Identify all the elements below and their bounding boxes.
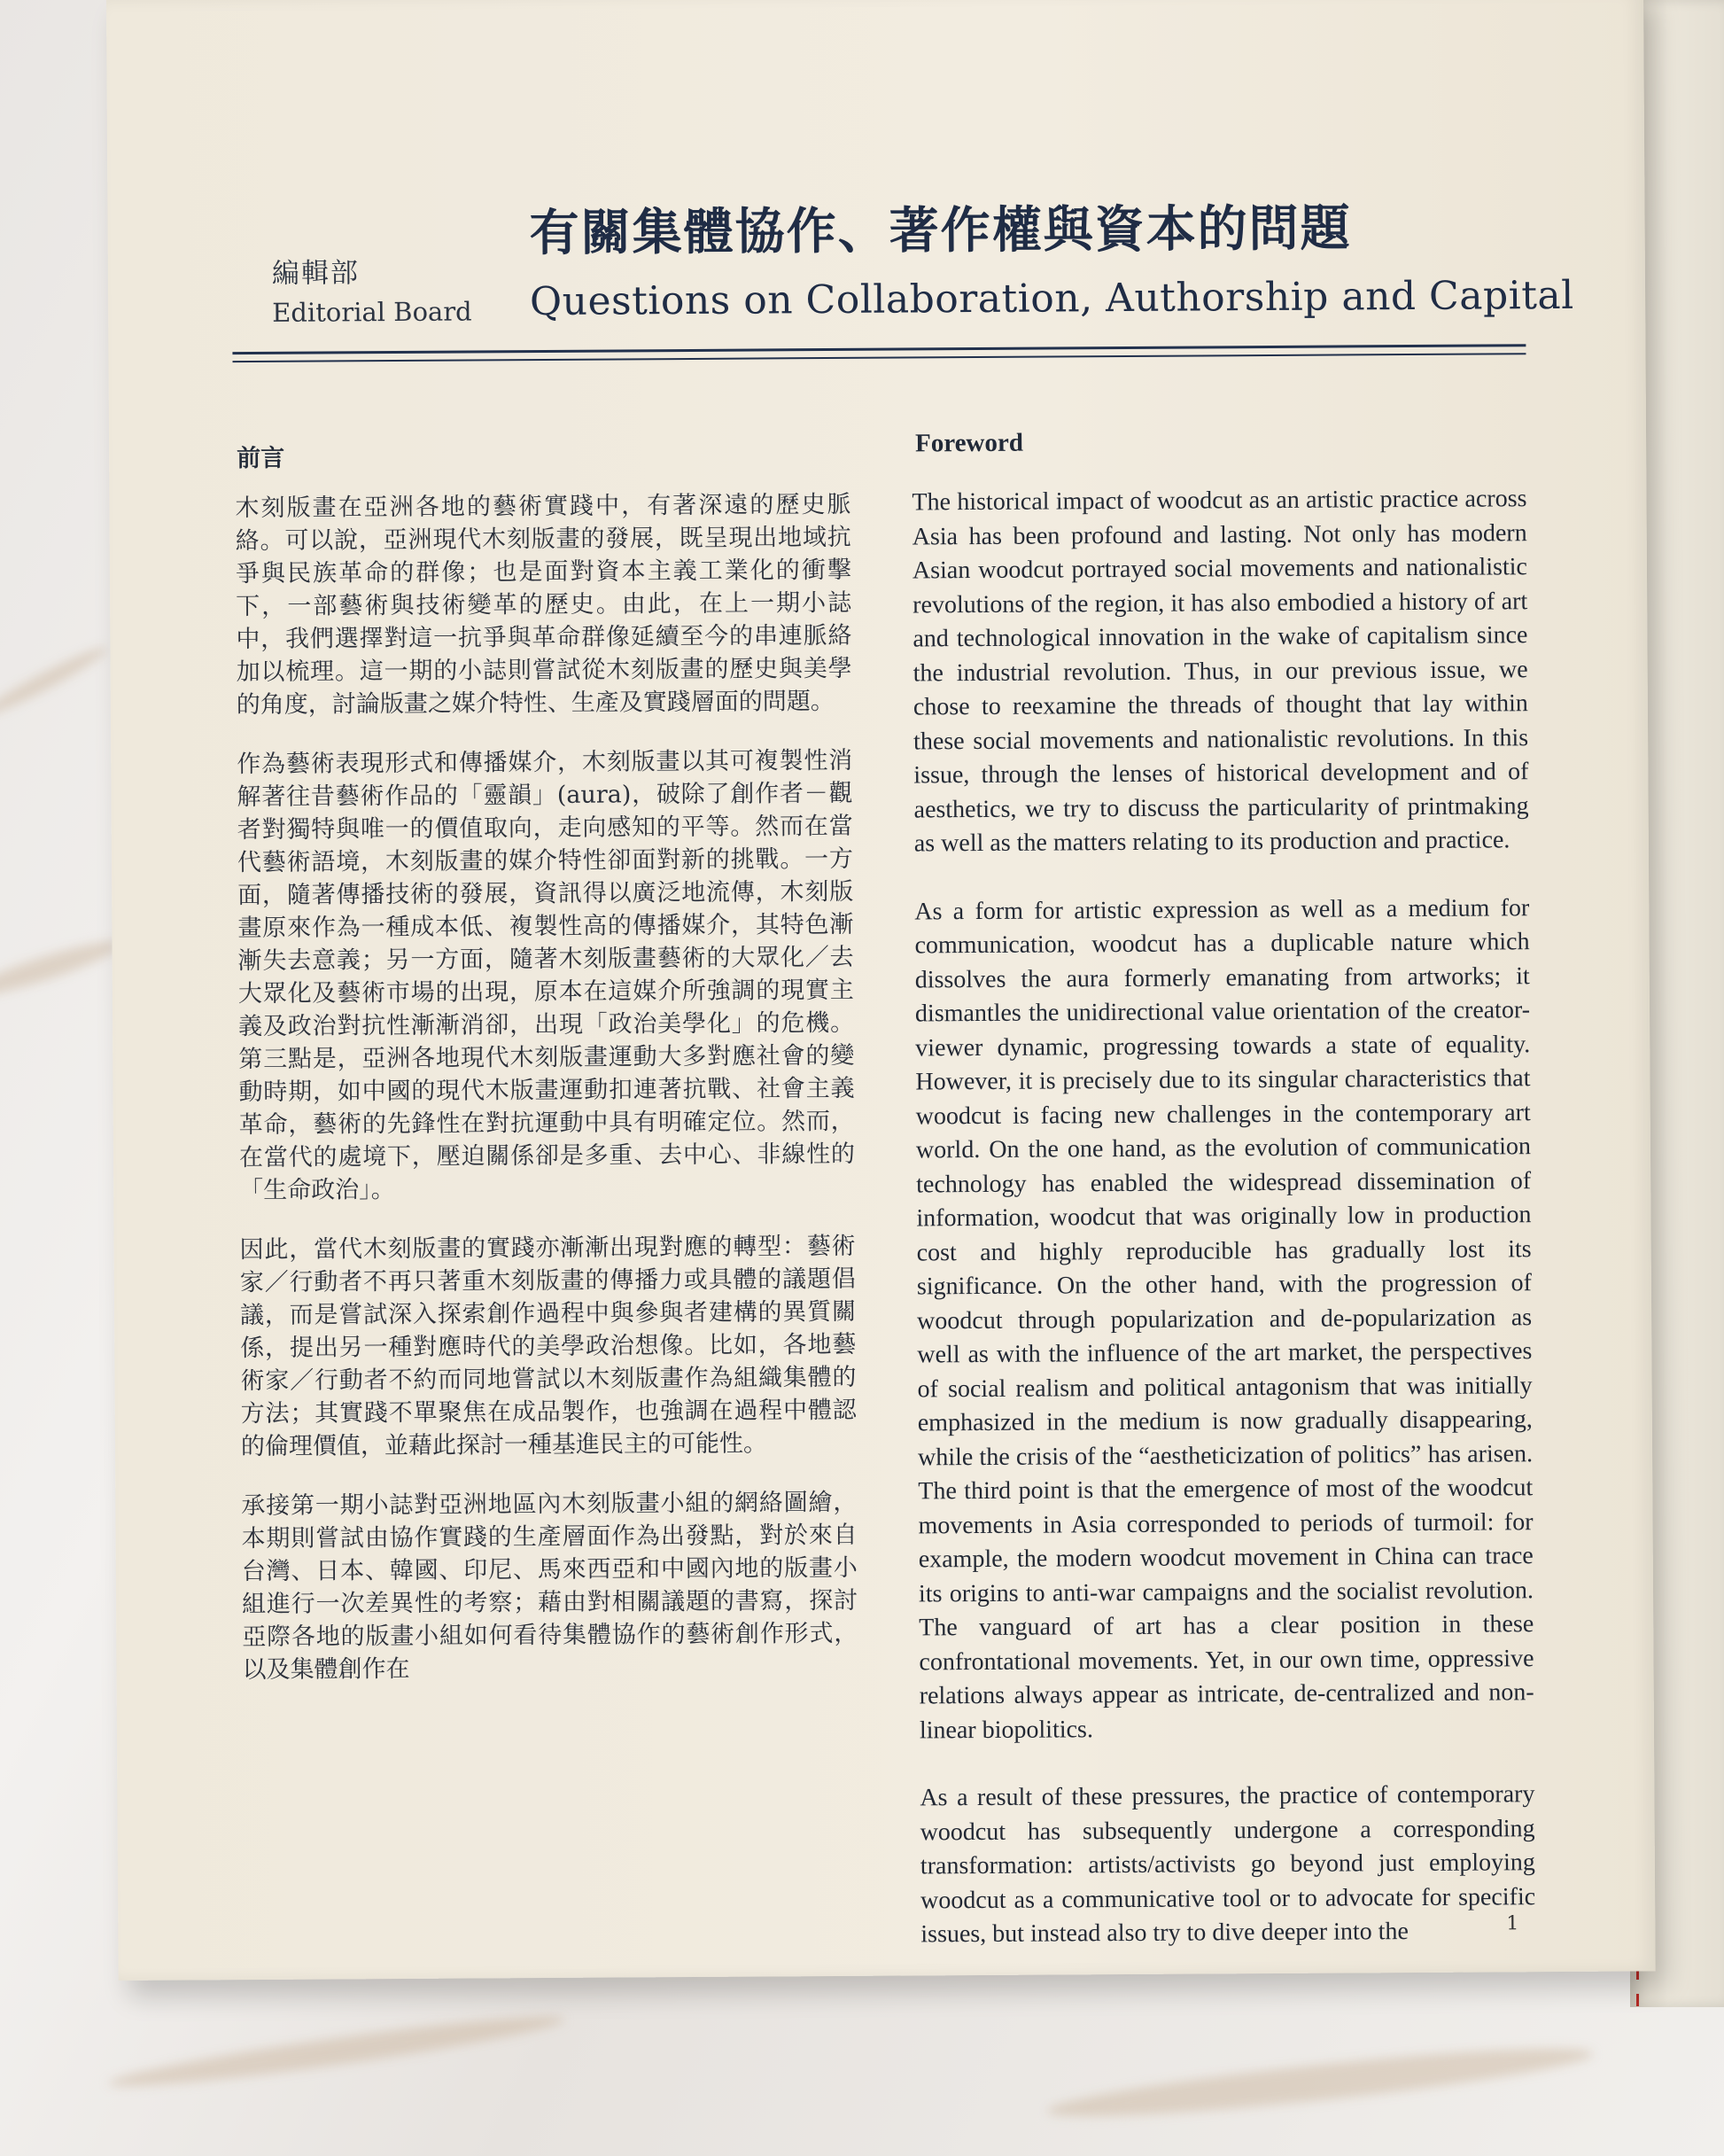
zh-paragraph: 承接第一期小誌對亞洲地區內木刻版畫小組的網絡圖繪，本期則嘗試由協作實踐的生產層面作為出發點，對於來自台灣、日本、韓國、印尼、馬來西亞和中國內地的版畫小組進行一次差異性的考察；藉由對相關議題的書寫，探討亞際各地的版畫小組如何看待集體協作的藝術創作形式，以及集體創作在	[241, 1488, 858, 1685]
document-page	[106, 0, 1656, 1981]
title-rule-bottom	[232, 353, 1526, 362]
title-zh: 有關集體協作、著作權與資本的問題	[529, 198, 1352, 263]
marble-vein	[1045, 2036, 1596, 2129]
author-zh: 編輯部	[271, 257, 360, 290]
en-paragraph: As a result of these pressures, the practice of contemporary woodcut has subsequently undergone a corresponding transformation: artists/activists go beyond just employing woodcut as a communicative tool or to advocate for specific issues, but instead also try to dive deeper into the	[920, 1780, 1536, 1949]
en-paragraph: As a form for artistic expression as well as a medium for communication, woodcut has a duplicable nature which dissolves the aura formerly emanating from artworks; it dismantles the unidirectional value orientation of the creator-viewer dynamic, progressing towards a state of equality. However, it is precisely due to its singular characteristics that woodcut is facing new challenges in the contemporary art world. On the one hand, as the evolution of communication technology has enabled the widespread dissemination of information, woodcut that was originally low in production cost and highly reproducible has gradually lost its significance. On the other hand, with the progression of woodcut through popularization and de-popularization as well as with the influence of the art market, the perspectives of social realism and political antagonism that was initially emphasized in the medium is now gradually disappearing, while the crisis of the “aestheticization of politics” has arisen. The third point is that the emergence of most of the woodcut movements in Asia corresponded to periods of turmoil: for example, the modern woodcut movement in China can trace its origins to anti-war campaigns and the socialist revolution. The vanguard of art has a clear position in these confrontational movements. Yet, in our own time, oppressive relations always appear as intricate, de-centralized and non-linear biopolitics.	[914, 893, 1534, 1744]
zh-paragraph: 作為藝術表現形式和傳播媒介，木刻版畫以其可複製性消解著往昔藝術作品的「靈韻」(aura)，破除了創作者－觀者對獨特與唯一的價值取向，走向感知的平等。然而在當代藝術語境，木刻版畫的媒介特性卻面對新的挑戰。一方面，隨著傳播技術的發展，資訊得以廣泛地流傳，木刻版畫原來作為一種成本低、複製性高的傳播媒介，其特色漸漸失去意義；另一方面，隨著木刻版畫藝術的大眾化／去大眾化及藝術市場的出現，原本在這媒介所強調的現實主義及政治對抗性漸漸消卻，出現「政治美學化」的危機。第三點是，亞洲各地現代木刻版畫運動大多對應社會的變動時期，如中國的現代木版畫運動扣連著抗戰、社會主義革命，藝術的先鋒性在對抗運動中具有明確定位。然而，在當代的處境下，壓迫關係卻是多重、去中心、非線性的「生命政治」。	[237, 746, 856, 1205]
en-column	[912, 482, 1535, 1986]
en-heading: Foreword	[914, 428, 1024, 458]
marble-vein	[0, 933, 124, 1004]
zh-paragraph: 因此，當代木刻版畫的實踐亦漸漸出現對應的轉型：藝術家／行動者不再只著重木刻版畫的傳播力或具體的議題倡議，而是嘗試深入探索創作過程中與參與者建構的異質關係，提出另一種對應時代的美學政治想像。比如，各地藝術家／行動者不約而同地嘗試以木刻版畫作為組織集體的方法；其實踐不單聚焦在成品製作，也強調在過程中體認的倫理價值，並藉此探討一種基進民主的可能性。	[239, 1232, 857, 1461]
marble-vein	[106, 2006, 566, 2097]
zh-column	[235, 488, 858, 1713]
en-paragraph: The historical impact of woodcut as an artistic practice across Asia has been profound and lasting. Not only has modern Asian woodcut portrayed social movements and nationalistic revolutions of the region, it has also embodied a history of art and technological innovation in the wake of capitalism since the industrial revolution. Thus, in our previous issue, we chose to reexamine the threads of thought that lay within these social movements and nationalistic revolutions. In this issue, through the lenses of historical development and of aesthetics, we try to discuss the particularity of printmaking as well as the matters relating to its production and practice.	[912, 485, 1529, 858]
title-rule-top	[232, 344, 1526, 354]
author-en: Editorial Board	[272, 296, 472, 328]
zh-heading: 前言	[237, 444, 285, 473]
page-number: 1	[1506, 1912, 1519, 1935]
marble-vein	[0, 641, 111, 721]
title-en: Questions on Collaboration, Authorship and Capital	[529, 272, 1574, 325]
zh-paragraph: 木刻版畫在亞洲各地的藝術實踐中，有著深遠的歷史脈絡。可以說，亞洲現代木刻版畫的發展，既呈現出地域抗爭與民族革命的群像；也是面對資本主義工業化的衝擊下，一部藝術與技術變革的歷史。由此，在上一期小誌中，我們選擇對這一抗爭與革命群像延續至今的串連脈絡加以梳理。這一期的小誌則嘗試從木刻版畫的歷史與美學的角度，討論版畫之媒介特性、生產及實踐層面的問題。	[235, 490, 852, 720]
